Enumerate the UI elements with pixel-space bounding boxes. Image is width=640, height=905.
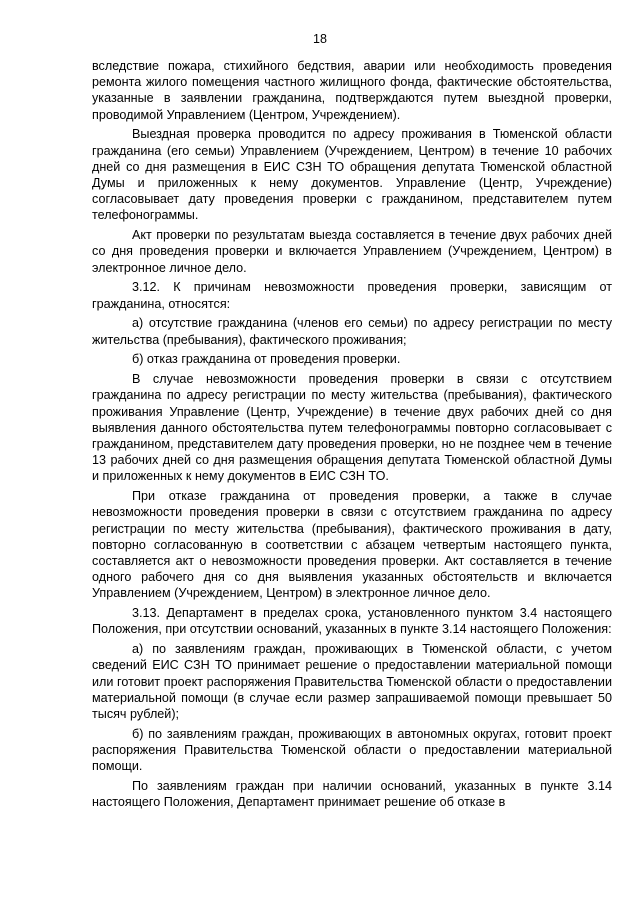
page-number: 18 (313, 32, 327, 46)
paragraph-item-a-tyumen: а) по заявлениям граждан, проживающих в Тюменской области, с учетом сведений ЕИС СЗН ТО принимает решение о предоставлении материальной помощи или готовит проект распоряжения Правительства Тюменской области о предоставлении материальной помощи (в случае если размер запрашиваемой помощи превышает 50 тысяч рублей); (92, 642, 612, 722)
document-body (92, 58, 612, 814)
paragraph-item-a-absence: а) отсутствие гражданина (членов его семьи) по адресу регистрации по месту жительства (пребывания), фактического проживания; (92, 316, 612, 347)
paragraph-clause-3-13: 3.13. Департамент в пределах срока, установленного пунктом 3.4 настоящего Положения, при отсутствии оснований, указанных в пункте 3.14 настоящего Положения: (92, 606, 612, 637)
paragraph-item-b-autonomous: б) по заявлениям граждан, проживающих в автономных округах, готовит проект распоряжения Правительства Тюменской области о предоставлении материальной помощи. (92, 726, 612, 774)
paragraph-field-inspection: Выездная проверка проводится по адресу проживания в Тюменской области гражданина (его семьи) Управлением (Учреждением, Центром) в течение 10 рабочих дней со дня размещения в ЕИС СЗН ТО обращения депутата Тюменской областной Думы и приложенных к нему документов. Управление (Центр, Учреждение) согласовывает дату проведения проверки с гражданином, представителем путем телефонограммы. (92, 127, 612, 223)
paragraph-refusal-act: При отказе гражданина от проведения проверки, а также в случае невозможности проведения проверки в связи с отсутствием гражданина по адресу регистрации по месту жительства (пребывания), фактического проживания в дату, повторно согласованную в соответствии с абзацем четвертым настоящего пункта, составляется акт о невозможности проведения проверки. Акт составляется в течение одного рабочего дня со дня выявления указанных обстоятельств и включается Управлением (Учреждением, Центром) в электронное личное дело. (92, 489, 612, 601)
paragraph-clause-3-12: 3.12. К причинам невозможности проведения проверки, зависящим от гражданина, относятся: (92, 280, 612, 311)
paragraph-refusal-decision: По заявлениям граждан при наличии оснований, указанных в пункте 3.14 настоящего Положения, Департамент принимает решение об отказе в (92, 779, 612, 810)
paragraph-inspection-act: Акт проверки по результатам выезда составляется в течение двух рабочих дней со дня проведения проверки и включается Управлением (Учреждением, Центром) в электронное личное дело. (92, 228, 612, 275)
paragraph-fire-continuation: вследствие пожара, стихийного бедствия, аварии или необходимость проведения ремонта жилого помещения частного жилищного фонда, фактические обстоятельства, указанные в заявлении гражданина, подтверждаются путем выездной проверки, проводимой Управлением (Центром, Учреждением). (92, 59, 612, 122)
paragraph-reschedule: В случае невозможности проведения проверки в связи с отсутствием гражданина по адресу регистрации по месту жительства (пребывания), фактического проживания Управление (Центр, Учреждение) в течение двух рабочих дней со дня выявления данного обстоятельства путем телефонограммы повторно согласовывает с гражданином, представителем дату проведения проверки, но не позднее чем в течение 13 рабочих дней со дня размещения обращения депутата Тюменской областной Думы и приложенных к нему документов в ЕИС СЗН ТО. (92, 372, 612, 484)
paragraph-item-b-refusal: б) отказ гражданина от проведения проверки. (132, 352, 401, 367)
